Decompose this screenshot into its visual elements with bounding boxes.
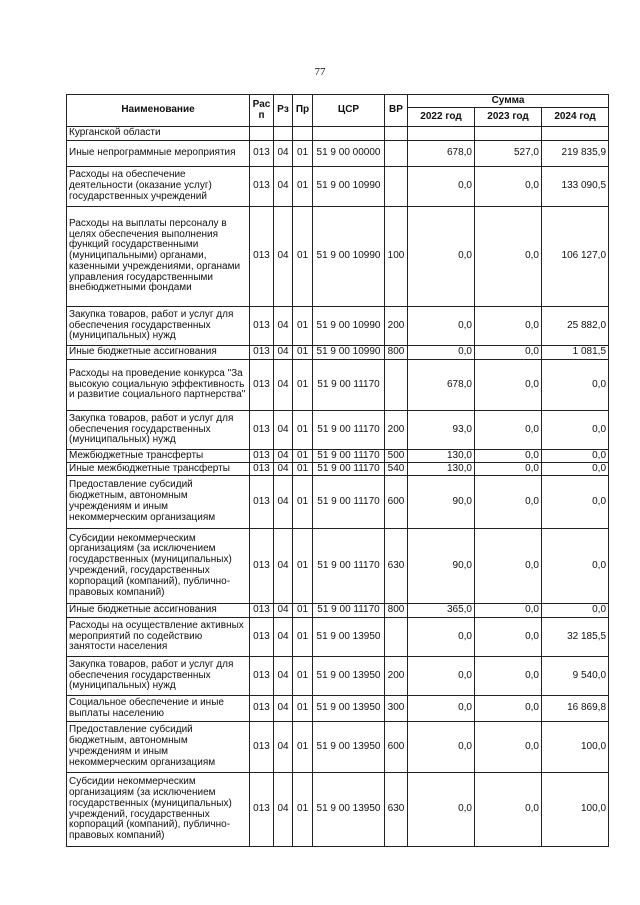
cell-vr: 800	[385, 346, 408, 360]
cell-2024: 0,0	[542, 476, 609, 529]
cell-name: Иные непрограммные мероприятия	[67, 141, 250, 167]
cell-rasp: 013	[250, 476, 274, 529]
cell-2024: 106 127,0	[542, 207, 609, 307]
cell-csr: 51 9 00 00000	[313, 141, 385, 167]
cell-csr: 51 9 00 11170	[313, 411, 385, 450]
cell-name: Расходы на выплаты персоналу в целях обеспечения выполнения функций государственными (муниципальными) органами, казенными учреждениями, органами управления государственными внебюджетными фондами	[67, 207, 250, 307]
cell-2023	[475, 127, 542, 141]
table-row	[67, 657, 609, 696]
table-row	[67, 346, 609, 360]
header-vr: ВР	[385, 95, 408, 127]
cell-pr: 01	[293, 360, 313, 411]
cell-pr: 01	[293, 657, 313, 696]
cell-rasp: 013	[250, 360, 274, 411]
cell-vr: 800	[385, 604, 408, 618]
cell-pr: 01	[293, 411, 313, 450]
cell-2024: 0,0	[542, 411, 609, 450]
budget-table	[66, 94, 609, 847]
cell-2023: 0,0	[475, 529, 542, 604]
cell-pr: 01	[293, 450, 313, 463]
cell-2022: 0,0	[408, 618, 475, 657]
cell-vr	[385, 360, 408, 411]
cell-rasp: 013	[250, 657, 274, 696]
cell-name: Предоставление субсидий бюджетным, автономным учреждениям и иным некоммерческим организациям	[67, 476, 250, 529]
cell-2022: 130,0	[408, 463, 475, 476]
cell-2022: 0,0	[408, 722, 475, 773]
cell-2023: 0,0	[475, 411, 542, 450]
cell-pr: 01	[293, 529, 313, 604]
cell-vr: 500	[385, 450, 408, 463]
cell-rasp: 013	[250, 207, 274, 307]
table-row	[67, 529, 609, 604]
cell-pr: 01	[293, 618, 313, 657]
header-rz: Рз	[274, 95, 293, 127]
cell-name: Курганской области	[67, 127, 250, 141]
cell-name: Расходы на обеспечение деятельности (оказание услуг) государственных учреждений	[67, 167, 250, 207]
cell-2022: 93,0	[408, 411, 475, 450]
cell-name: Иные бюджетные ассигнования	[67, 346, 250, 360]
header-name: Наименование	[67, 95, 250, 127]
cell-name: Закупка товаров, работ и услуг для обеспечения государственных (муниципальных) нужд	[67, 411, 250, 450]
cell-rz: 04	[274, 722, 293, 773]
cell-2022: 130,0	[408, 450, 475, 463]
cell-rz: 04	[274, 604, 293, 618]
cell-vr: 630	[385, 773, 408, 847]
cell-vr: 540	[385, 463, 408, 476]
cell-2024: 0,0	[542, 463, 609, 476]
cell-rz: 04	[274, 529, 293, 604]
cell-rasp: 013	[250, 307, 274, 346]
cell-vr: 600	[385, 722, 408, 773]
cell-2024: 0,0	[542, 604, 609, 618]
cell-rz: 04	[274, 346, 293, 360]
cell-vr	[385, 618, 408, 657]
cell-vr	[385, 127, 408, 141]
cell-2022: 365,0	[408, 604, 475, 618]
cell-2022: 0,0	[408, 167, 475, 207]
cell-vr: 630	[385, 529, 408, 604]
cell-csr: 51 9 00 10990	[313, 346, 385, 360]
cell-rasp: 013	[250, 167, 274, 207]
cell-name: Закупка товаров, работ и услуг для обеспечения государственных (муниципальных) нужд	[67, 307, 250, 346]
cell-2024: 0,0	[542, 360, 609, 411]
cell-rz: 04	[274, 657, 293, 696]
cell-2022	[408, 127, 475, 141]
cell-rz: 04	[274, 696, 293, 722]
cell-rasp: 013	[250, 618, 274, 657]
cell-2024: 9 540,0	[542, 657, 609, 696]
cell-2022: 0,0	[408, 773, 475, 847]
table-row	[67, 722, 609, 773]
cell-vr: 200	[385, 307, 408, 346]
cell-vr: 200	[385, 411, 408, 450]
cell-name: Расходы на осуществление активных мероприятий по содействию занятости населения	[67, 618, 250, 657]
cell-2023: 527,0	[475, 141, 542, 167]
cell-pr: 01	[293, 476, 313, 529]
cell-name: Расходы на проведение конкурса "За высокую социальную эффективность и развитие социального партнерства"	[67, 360, 250, 411]
header-pr: Пр	[293, 95, 313, 127]
cell-vr: 200	[385, 657, 408, 696]
cell-rz: 04	[274, 476, 293, 529]
cell-pr: 01	[293, 696, 313, 722]
table-row	[67, 450, 609, 463]
cell-rz: 04	[274, 450, 293, 463]
cell-vr: 100	[385, 207, 408, 307]
cell-pr: 01	[293, 307, 313, 346]
cell-rasp: 013	[250, 529, 274, 604]
cell-2023: 0,0	[475, 657, 542, 696]
cell-pr: 01	[293, 346, 313, 360]
cell-rasp: 013	[250, 463, 274, 476]
cell-2024: 1 081,5	[542, 346, 609, 360]
cell-rz: 04	[274, 307, 293, 346]
cell-pr: 01	[293, 722, 313, 773]
cell-name: Межбюджетные трансферты	[67, 450, 250, 463]
cell-2023: 0,0	[475, 476, 542, 529]
table-row	[67, 360, 609, 411]
cell-vr	[385, 167, 408, 207]
cell-2024: 25 882,0	[542, 307, 609, 346]
cell-pr: 01	[293, 773, 313, 847]
cell-2023: 0,0	[475, 346, 542, 360]
table-row	[67, 307, 609, 346]
header-2023: 2023 год	[475, 108, 542, 127]
cell-csr: 51 9 00 10990	[313, 167, 385, 207]
cell-rasp: 013	[250, 722, 274, 773]
cell-2022: 0,0	[408, 307, 475, 346]
header-sum: Сумма	[408, 95, 609, 108]
cell-rasp: 013	[250, 604, 274, 618]
cell-rasp: 013	[250, 450, 274, 463]
cell-rasp	[250, 127, 274, 141]
header-csr: ЦСР	[313, 95, 385, 127]
cell-2023: 0,0	[475, 722, 542, 773]
cell-2023: 0,0	[475, 307, 542, 346]
cell-rasp: 013	[250, 141, 274, 167]
cell-2023: 0,0	[475, 360, 542, 411]
cell-csr: 51 9 00 13950	[313, 722, 385, 773]
cell-rasp: 013	[250, 696, 274, 722]
table-row	[67, 773, 609, 847]
cell-csr: 51 9 00 11170	[313, 476, 385, 529]
cell-name: Социальное обеспечение и иные выплаты населению	[67, 696, 250, 722]
cell-pr	[293, 127, 313, 141]
header-2024: 2024 год	[542, 108, 609, 127]
cell-csr: 51 9 00 10990	[313, 207, 385, 307]
cell-rz: 04	[274, 360, 293, 411]
page-number: 77	[314, 66, 326, 78]
cell-csr: 51 9 00 11170	[313, 604, 385, 618]
cell-2024: 16 869,8	[542, 696, 609, 722]
cell-2023: 0,0	[475, 773, 542, 847]
cell-rz: 04	[274, 167, 293, 207]
cell-rz: 04	[274, 141, 293, 167]
cell-2024: 0,0	[542, 450, 609, 463]
table-row	[67, 207, 609, 307]
table-row	[67, 411, 609, 450]
cell-2023: 0,0	[475, 696, 542, 722]
cell-name: Субсидии некоммерческим организациям (за исключением государственных (муниципальных) учреждений, государственных корпораций (компаний), публично-правовых компаний)	[67, 529, 250, 604]
cell-2022: 678,0	[408, 360, 475, 411]
cell-rz: 04	[274, 618, 293, 657]
cell-pr: 01	[293, 167, 313, 207]
cell-2024: 0,0	[542, 529, 609, 604]
cell-csr: 51 9 00 11170	[313, 450, 385, 463]
table-row	[67, 618, 609, 657]
header-row-1	[67, 95, 609, 108]
cell-2023: 0,0	[475, 463, 542, 476]
cell-csr: 51 9 00 11170	[313, 463, 385, 476]
cell-name: Предоставление субсидий бюджетным, автономным учреждениям и иным некоммерческим организациям	[67, 722, 250, 773]
table-row	[67, 604, 609, 618]
cell-2024: 100,0	[542, 722, 609, 773]
cell-vr	[385, 141, 408, 167]
cell-2024: 32 185,5	[542, 618, 609, 657]
cell-2022: 90,0	[408, 476, 475, 529]
cell-2023: 0,0	[475, 167, 542, 207]
cell-vr: 600	[385, 476, 408, 529]
cell-rz: 04	[274, 207, 293, 307]
cell-csr: 51 9 00 11170	[313, 360, 385, 411]
cell-pr: 01	[293, 463, 313, 476]
cell-csr: 51 9 00 10990	[313, 307, 385, 346]
cell-2022: 0,0	[408, 696, 475, 722]
cell-2023: 0,0	[475, 604, 542, 618]
table-row	[67, 167, 609, 207]
cell-2023: 0,0	[475, 450, 542, 463]
table-row	[67, 696, 609, 722]
cell-csr: 51 9 00 13950	[313, 657, 385, 696]
cell-rasp: 013	[250, 346, 274, 360]
cell-csr: 51 9 00 11170	[313, 529, 385, 604]
cell-name: Закупка товаров, работ и услуг для обеспечения государственных (муниципальных) нужд	[67, 657, 250, 696]
table-row	[67, 141, 609, 167]
cell-name: Субсидии некоммерческим организациям (за исключением государственных (муниципальных) учреждений, государственных корпораций (компаний), публично-правовых компаний)	[67, 773, 250, 847]
cell-csr: 51 9 00 13950	[313, 618, 385, 657]
cell-csr	[313, 127, 385, 141]
cell-rasp: 013	[250, 411, 274, 450]
cell-vr: 300	[385, 696, 408, 722]
cell-name: Иные межбюджетные трансферты	[67, 463, 250, 476]
cell-rasp: 013	[250, 773, 274, 847]
cell-2024: 100,0	[542, 773, 609, 847]
cell-pr: 01	[293, 604, 313, 618]
table-body	[67, 127, 609, 847]
cell-2024: 133 090,5	[542, 167, 609, 207]
cell-csr: 51 9 00 13950	[313, 773, 385, 847]
table-row	[67, 463, 609, 476]
cell-rz: 04	[274, 463, 293, 476]
header-2022: 2022 год	[408, 108, 475, 127]
cell-csr: 51 9 00 13950	[313, 696, 385, 722]
cell-2022: 90,0	[408, 529, 475, 604]
cell-2022: 0,0	[408, 207, 475, 307]
cell-2022: 0,0	[408, 346, 475, 360]
cell-2022: 678,0	[408, 141, 475, 167]
cell-2022: 0,0	[408, 657, 475, 696]
cell-rz: 04	[274, 411, 293, 450]
cell-rz	[274, 127, 293, 141]
cell-2024: 219 835,9	[542, 141, 609, 167]
cell-pr: 01	[293, 207, 313, 307]
table-row	[67, 127, 609, 141]
cell-name: Иные бюджетные ассигнования	[67, 604, 250, 618]
cell-rz: 04	[274, 773, 293, 847]
cell-2023: 0,0	[475, 207, 542, 307]
header-rasp: Рас п	[250, 95, 274, 127]
table-row	[67, 476, 609, 529]
cell-2024	[542, 127, 609, 141]
cell-pr: 01	[293, 141, 313, 167]
cell-2023: 0,0	[475, 618, 542, 657]
